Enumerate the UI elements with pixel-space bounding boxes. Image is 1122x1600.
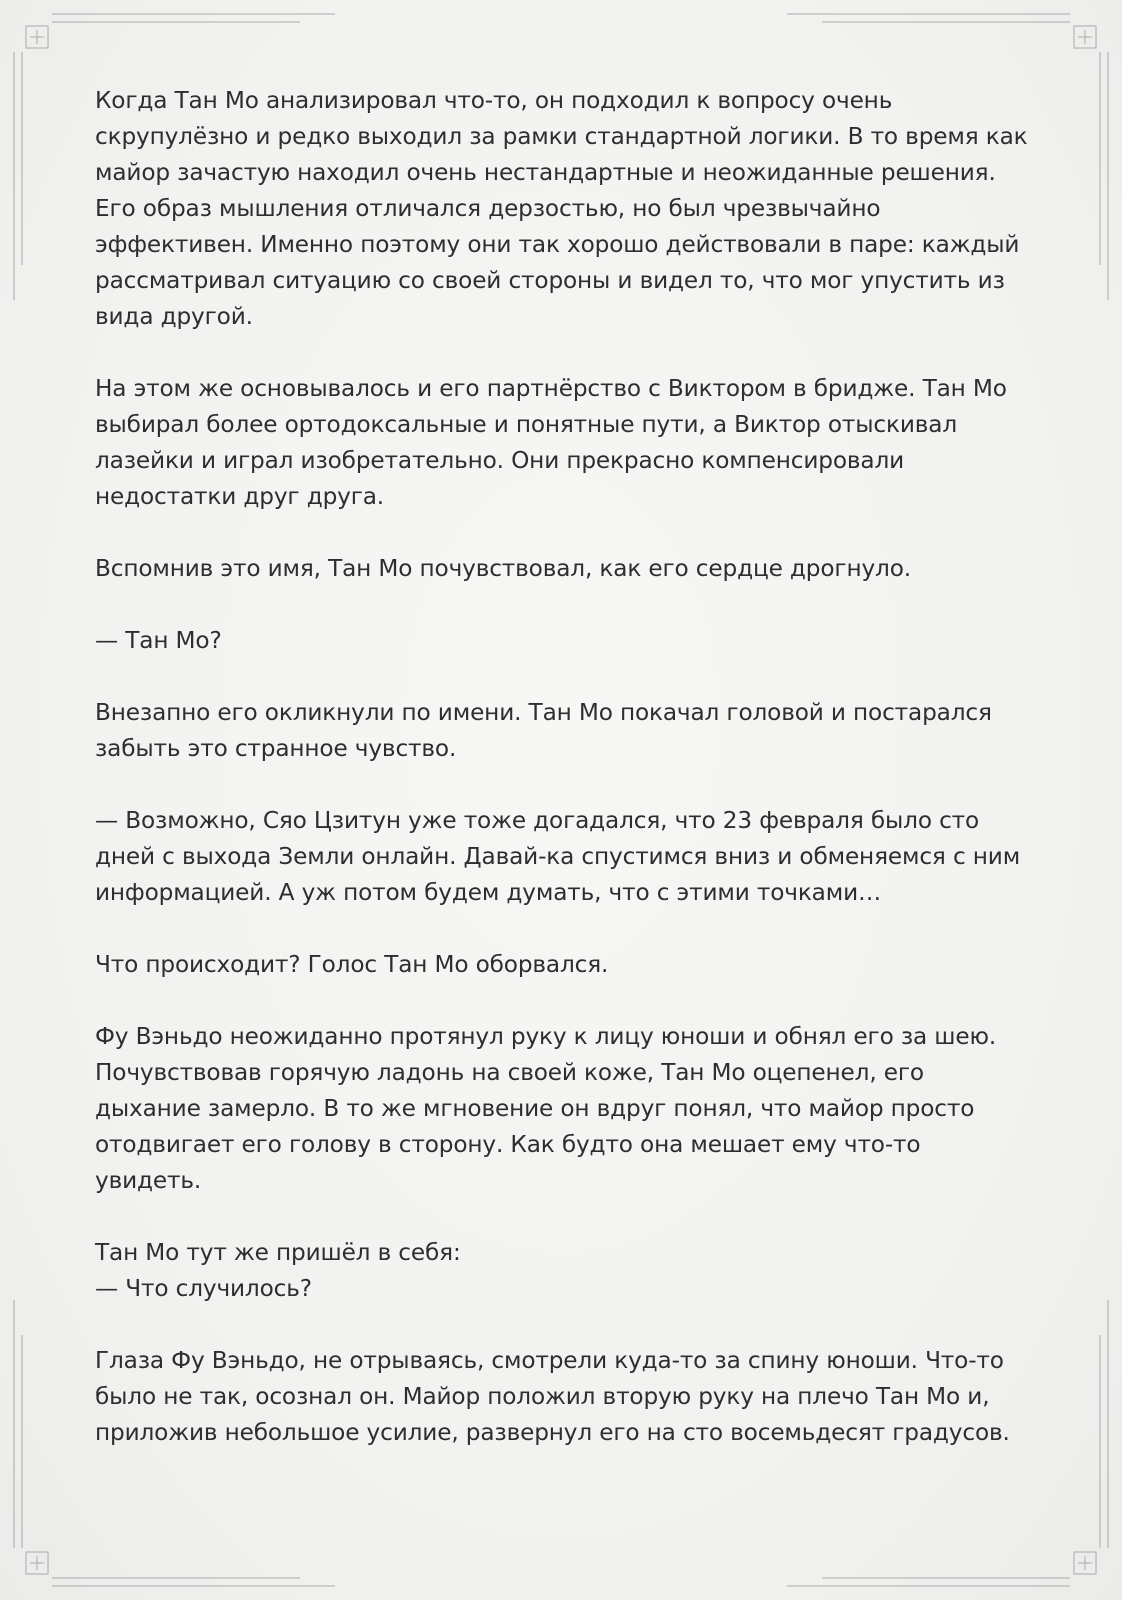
paragraph-4: — Тан Мо? — [95, 627, 222, 654]
paragraph-10: — Что случилось? — [95, 1275, 312, 1302]
paragraph-1: Когда Тан Мо анализировал что-то, он подходил к вопросу очень скрупулёзно и редко выходил за рамки стандартной логики. В то время как майор зачастую находил очень нестандартные и неожиданные решения. Его образ мышления отличался дерзостью, но был чрезвычайно эффективен. Именно поэтому они так хорошо действовали в паре: каждый рассматривал ситуацию со своей стороны и видел то, что мог упустить из вида другой. — [95, 87, 1028, 330]
paragraph-3: Вспомнив это имя, Тан Мо почувствовал, как его сердце дрогнуло. — [95, 555, 911, 582]
paragraph-2: На этом же основывалось и его партнёрство с Виктором в бридже. Тан Мо выбирал более ортодоксальные и понятные пути, а Виктор отыскивал лазейки и играл изобретательно. Они прекрасно компенсировали недостатки друг друга. — [95, 375, 1007, 510]
paragraph-5: Внезапно его окликнули по имени. Тан Мо покачал головой и постарался забыть это странное чувство. — [95, 699, 992, 762]
paragraph-9: Тан Мо тут же пришёл в себя: — [95, 1239, 461, 1266]
paragraph-7: Что происходит? Голос Тан Мо оборвался. — [95, 951, 609, 978]
body-text — [95, 83, 1030, 1487]
paragraph-6: — Возможно, Сяо Цзитун уже тоже догадался, что 23 февраля было сто дней с выхода Земли онлайн. Давай-ка спустимся вниз и обменяемся с ним информацией. А уж потом будем думать, что с этими точками… — [95, 807, 1021, 906]
paragraph-11: Глаза Фу Вэньдо, не отрываясь, смотрели куда-то за спину юноши. Что-то было не так, осознал он. Майор положил вторую руку на плечо Тан Мо и, приложив небольшое усилие, развернул его на сто восемьдесят градусов. — [95, 1347, 1010, 1446]
paragraph-8: Фу Вэньдо неожиданно протянул руку к лицу юноши и обнял его за шею. Почувствовав горячую ладонь на своей коже, Тан Мо оцепенел, его дыхание замерло. В то же мгновение он вдруг понял, что майор просто отодвигает его голову в сторону. Как будто она мешает ему что-то увидеть. — [95, 1023, 997, 1194]
